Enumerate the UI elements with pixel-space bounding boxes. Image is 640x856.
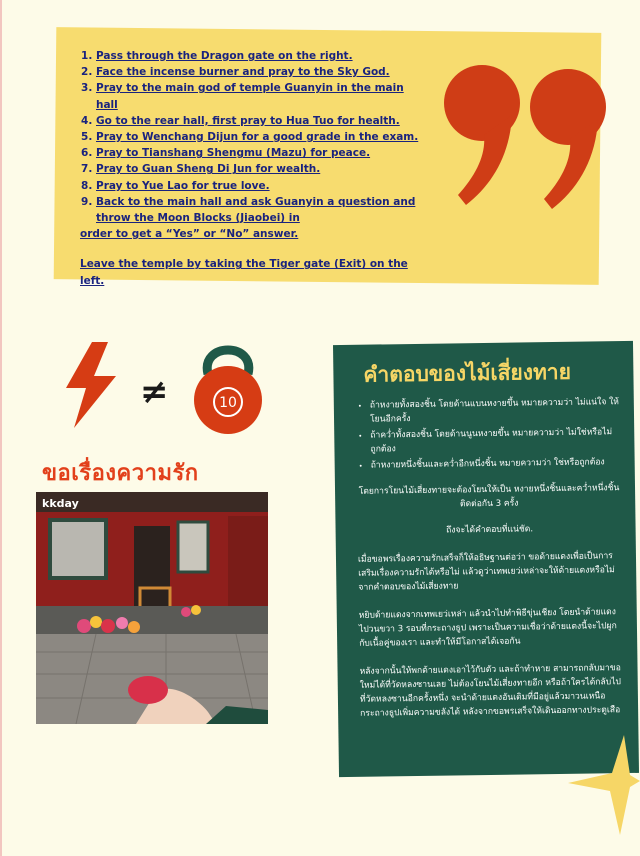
star-decoration-icon xyxy=(568,735,640,835)
step-item[interactable]: 8. Pray to Yue Lao for true love. xyxy=(96,178,420,194)
quote-mark-icon xyxy=(440,55,625,215)
red-thread-ritual-text: หยิบด้ายแดงจากเทพเยว่เหล่า แล้วนำไปทำพิธีขุ่นเชียง โดยนำด้ายแดงไปวนขวา 3 รอบที่กระถางธูป เพราะเป็นความเชื่อว่าด้ายแดงนี้จะไปผูกกับเนื้อคู่ของเรา และทำให้มีโอกาสได้เจอกัน xyxy=(358,607,617,649)
answer-bullet: • ถ้าหงายทั้งสองชิ้น โดยด้านแบนหงายขึ้น หมายความว่า ไม่แน่ใจ ให้โยนอีกครั้ง xyxy=(370,395,620,426)
step-item[interactable]: 2. Face the incense burner and pray to the Sky God. xyxy=(96,64,420,80)
jiaobei-answers-panel xyxy=(333,341,639,777)
step-item[interactable]: 5. Pray to Wenchang Dijun for a good grade in the exam. xyxy=(96,129,420,145)
answer-bullet: • ถ้าหงายหนึ่งชิ้นและคว่ำอีกหนึ่งชิ้น หมายความว่า ใช่หรือถูกต้อง xyxy=(371,455,621,472)
temple-steps-list xyxy=(80,48,420,289)
panel-title: คำตอบของไม้เสี่ยงทาย xyxy=(363,359,572,387)
throw-rule-text: โดยการโยนไม้เสี่ยงทายจะต้องโยนให้เป็น หงายหนึ่งชิ้นและคว่ำหนึ่งชิ้นติดต่อกัน 3 ครั้ง xyxy=(358,483,620,510)
leave-temple-note[interactable]: Leave the temple by taking the Tiger gate (Exit) on the left. xyxy=(80,258,408,287)
step-item[interactable]: 3. Pray to the main god of temple Guanyin in the main hall xyxy=(96,80,420,112)
panel-body xyxy=(356,395,624,721)
red-thread-keep-text: หลังจากนั้นให้พกด้ายแดงเอาไว้กับตัว และถ้าทำหาย สามารถกลับมาขอใหม่ได้ที่วัดหลงซานเลย ไม่ต้องโยนไม้เสี่ยงทายอีก หรือถ้าใครได้กลับไปที่วัดหลงซานอีกครั้งหนึ่ง จะนำด้ายแดงอันเดิมที่มีอยู่แล้วมาวนเหนือกระถางธูปเพิ่มความขลังได้ หลังจากขอพรเสร็จให้เดินออกทางประตูเสือ xyxy=(359,663,622,719)
step-item[interactable]: 4. Go to the rear hall, first pray to Hua Tuo for health. xyxy=(96,113,420,129)
kettlebell-icon xyxy=(188,334,268,434)
red-thread-request-text: เมื่อขอพรเรื่องความรักเสร็จก็ให้อธิษฐานต่อว่า ขอด้ายแดงเพื่อเป็นการเสริมเรื่องความรักได้หรือไม่ แล้วดูว่าเทพเยว่เหล่าจะให้ด้ายแดงหรือไม่จากคำตอบของไม้เสี่ยงทาย xyxy=(357,551,615,593)
step-item[interactable]: 7. Pray to Guan Sheng Di Jun for wealth. xyxy=(96,161,420,177)
kkday-watermark: kkday xyxy=(42,497,79,510)
lightning-bolt-icon xyxy=(62,342,120,428)
step-item[interactable]: 6. Pray to Tianshang Shengmu (Mazu) for peace. xyxy=(96,145,420,161)
temple-photo xyxy=(36,492,268,724)
step-item[interactable]: 1. Pass through the Dragon gate on the right. xyxy=(96,48,420,64)
not-equal-icon: ≠ xyxy=(140,372,169,412)
love-section-title: ขอเรื่องความรัก xyxy=(42,461,199,486)
step-tail[interactable]: order to get a “Yes” or “No” answer. xyxy=(80,228,299,241)
answer-bullet: • ถ้าคว่ำทั้งสองชิ้น โดยด้านนูนหงายขึ้น หมายความว่า ไม่ใช่หรือไม่ถูกต้อง xyxy=(370,425,620,456)
throw-result-text: ถึงจะได้คำตอบที่แน่ชัด. xyxy=(446,524,534,536)
step-item[interactable]: 9. Back to the main hall and ask Guanyin a question and throw the Moon Blocks (Jiaobei) in xyxy=(96,194,420,226)
kettlebell-number: 10 xyxy=(219,395,237,411)
